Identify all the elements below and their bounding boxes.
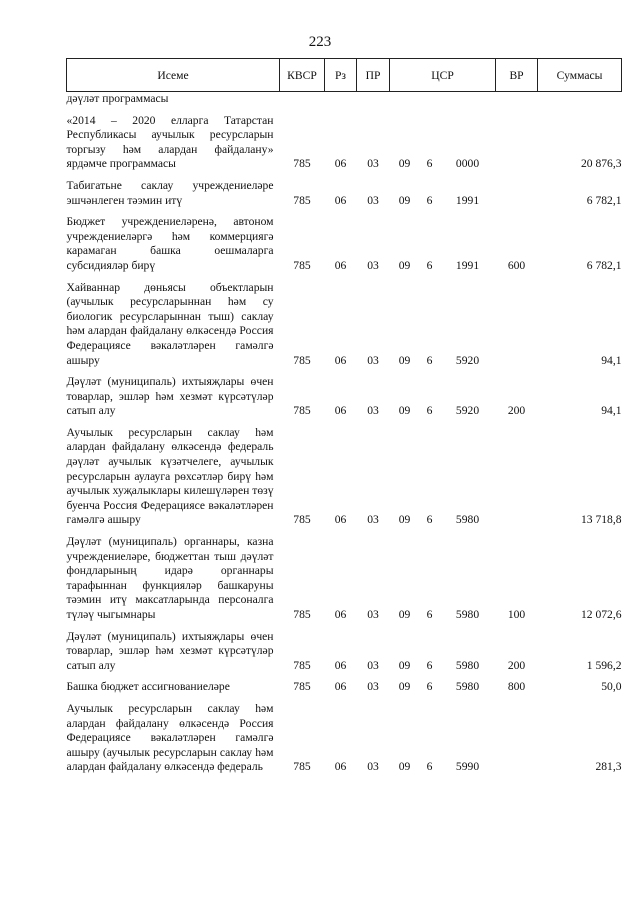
name-cell: Табигатьне саклау учреждениеләре эшчәнлеген тәэмин итү [66,178,274,207]
csr-code-cell [440,92,496,107]
name-cell: дәүләт программасы [66,92,169,105]
rz-cell: 06 [334,404,347,418]
csr-subprogram-cell: 6 [426,513,433,527]
csr-program-cell: 09 [398,608,411,621]
rz-cell: 06 [334,680,347,694]
table-header-row [67,59,622,92]
vr-cell [496,107,538,172]
pr-cell: 03 [367,353,379,367]
name-cell: Аучылык ресурсларын саклау һәм алардан файдалану өлкәсендә Россия Федерациясе вәкаләтләрен гамәлгә ашыру (аучылык ресурсларын саклау һәм алардан файдалану өлкәсендә федераль [66,701,274,774]
name-cell: Башка бюджет ассигнованиеләре [66,680,230,694]
vr-cell [496,274,538,369]
name-cell: Хайваннар дөньясы объектларын (аучылык ресурсларыннан һәм су биологик ресурсларыннан тыш) саклау һәм алардан файдалану өлкәсендә Россия Федерациясе вәкаләтләрен гамәлгә ашыру [66,280,274,367]
csr-code-cell: 5990 [455,760,480,774]
table-row [67,107,622,172]
pr-cell: 03 [367,404,379,418]
pr-cell: 03 [367,658,379,672]
csr-program-cell [390,92,420,107]
csr-subprogram-cell: 6 [426,353,433,367]
table-row [67,274,622,369]
csr-code-cell: 1991 [455,193,480,207]
name-cell: Дәүләт (муниципаль) ихтыяҗлары өчен товарлар, эшләр һәм хезмәт күрсәтүләр сатып алу [66,629,274,672]
header-csr: ЦСР [390,59,496,92]
pr-cell: 03 [367,680,379,694]
csr-subprogram-cell: 6 [426,608,433,621]
csr-program-cell: 09 [398,680,411,694]
csr-subprogram-cell: 6 [426,193,433,207]
kvsr-cell [280,92,325,107]
sum-cell: 1 596,2 [586,658,622,672]
page-number: 223 [308,34,332,50]
csr-program-cell: 09 [398,157,411,171]
kvsr-cell: 785 [293,513,311,527]
sum-cell [538,92,622,107]
budget-table [66,58,622,775]
header-kvsr: КВСР [280,59,325,92]
table-row [67,92,622,107]
csr-code-cell: 0000 [455,157,480,171]
kvsr-cell: 785 [293,658,311,672]
header-pr: ПР [357,59,390,92]
pr-cell: 03 [367,513,379,527]
table-row [67,208,622,273]
rz-cell: 06 [334,608,347,621]
name-cell: Бюджет учреждениеләренә, автоном учреждениеләргә һәм коммерциягә карамаган башка оешмаларга субсидияләр бирү [66,215,274,272]
csr-code-cell: 5980 [455,513,480,527]
name-cell: Дәүләт (муниципаль) ихтыяҗлары өчен товарлар, эшләр һәм хезмәт күрсәтүләр сатып алу [66,375,274,418]
kvsr-cell: 785 [293,157,311,171]
csr-program-cell: 09 [398,353,411,367]
rz-cell: 06 [334,513,347,527]
pr-cell: 03 [367,760,379,774]
csr-program-cell: 09 [398,258,411,272]
pr-cell [357,92,390,107]
rz-cell: 06 [334,258,347,272]
csr-subprogram-cell: 6 [426,760,433,774]
sum-cell: 12 072,6 [580,608,622,621]
table-row [67,419,622,528]
vr-cell [496,92,538,107]
sum-cell: 20 876,3 [580,157,622,171]
name-cell: Дәүләт (муниципаль) органнары, казна учреждениеләре, бюджеттан тыш дәүләт фондларының идарә органнары тарафыннан функцияләр башкаруны тәэмин итү максатларында персоналга түләү чыгымнары [66,535,274,621]
sum-cell: 6 782,1 [586,258,622,272]
vr-cell: 100 [507,608,526,621]
vr-cell: 200 [507,404,526,418]
sum-cell: 281,3 [595,760,622,774]
csr-program-cell: 09 [398,193,411,207]
pr-cell: 03 [367,157,379,171]
csr-program-cell: 09 [398,404,411,418]
kvsr-cell: 785 [293,680,311,694]
csr-code-cell: 1991 [455,258,480,272]
table-row [67,695,622,775]
csr-subprogram-cell: 6 [426,680,433,694]
csr-subprogram-cell: 6 [426,404,433,418]
table-row [67,623,622,674]
name-cell: Аучылык ресурсларын саклау һәм алардан файдалану өлкәсендә федераль дәүләт аучылык күзәтчелеге, аучылык ресурсларын аулауга рөхсәтләр бирү һәм аучылык хуҗалыклары килешүләрен төзү буенча Россия Федерациясе вәкаләтләрен гамәлгә ашыру [66,425,274,527]
csr-subprogram-cell: 6 [426,157,433,171]
csr-program-cell: 09 [398,513,411,527]
kvsr-cell: 785 [293,760,311,774]
csr-code-cell: 5980 [455,608,480,621]
rz-cell: 06 [334,760,347,774]
kvsr-cell: 785 [293,404,311,418]
header-sum: Суммасы [538,59,622,92]
rz-cell: 06 [334,353,347,367]
csr-program-cell: 09 [398,760,411,774]
csr-subprogram-cell: 6 [426,658,433,672]
csr-code-cell: 5980 [455,658,480,672]
rz-cell [325,92,357,107]
header-rz: Рз [325,59,357,92]
sum-cell: 13 718,8 [580,513,622,527]
csr-subprogram-cell [420,92,440,107]
kvsr-cell: 785 [293,353,311,367]
csr-program-cell: 09 [398,658,411,672]
name-cell: «2014 – 2020 елларга Татарстан Республикасы аучылык ресурсларын торгызу һәм алардан файдалану» ярдәмче программасы [66,113,274,171]
vr-cell: 200 [507,658,526,672]
header-name: Исеме [67,59,280,92]
sum-cell: 94,1 [601,353,622,367]
csr-code-cell: 5980 [455,680,480,694]
rz-cell: 06 [334,193,347,207]
pr-cell: 03 [367,608,379,621]
csr-subprogram-cell: 6 [426,258,433,272]
vr-cell: 800 [507,680,526,694]
sum-cell: 94,1 [601,404,622,418]
kvsr-cell: 785 [293,193,311,207]
vr-cell: 600 [507,258,526,272]
sum-cell: 50,0 [601,680,622,694]
rz-cell: 06 [334,157,347,171]
vr-cell [496,172,538,208]
csr-code-cell: 5920 [455,353,480,367]
table-row [67,528,622,623]
table-row [67,172,622,208]
pr-cell: 03 [367,258,379,272]
table-body [67,92,622,775]
kvsr-cell: 785 [293,608,311,621]
pr-cell: 03 [367,193,379,207]
csr-code-cell: 5920 [455,404,480,418]
header-vr: ВР [496,59,538,92]
rz-cell: 06 [334,658,347,672]
table-row [67,673,622,695]
table-row [67,368,622,419]
kvsr-cell: 785 [293,258,311,272]
sum-cell: 6 782,1 [586,193,622,207]
vr-cell [496,695,538,775]
vr-cell [496,419,538,528]
